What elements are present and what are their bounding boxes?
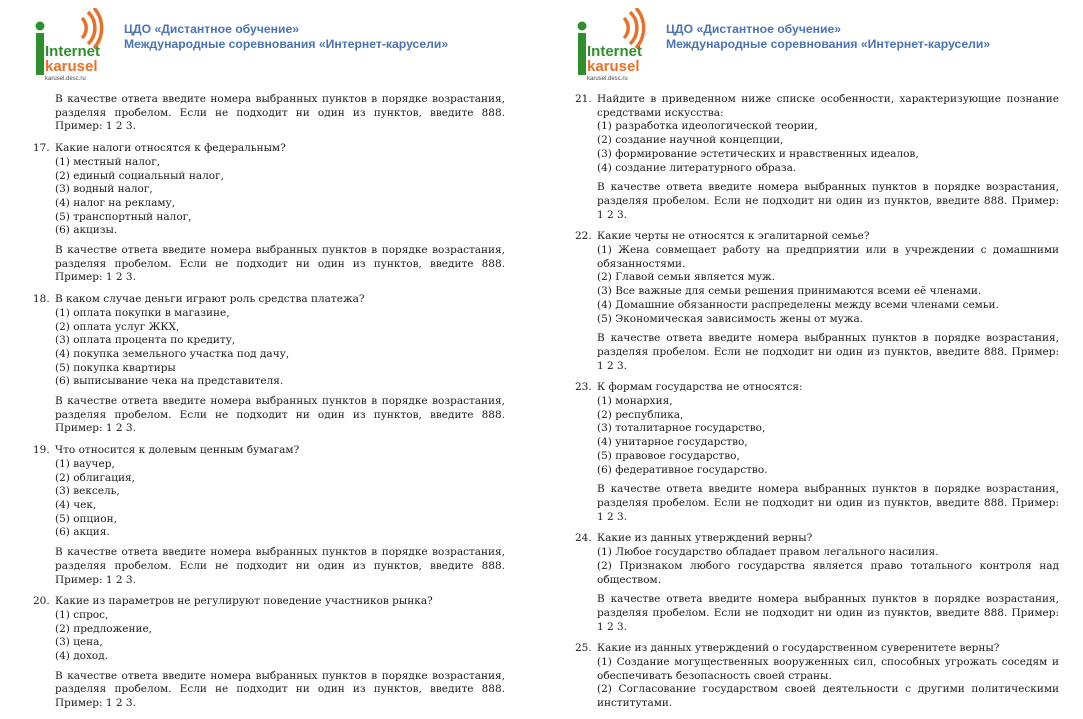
question-item bbox=[33, 595, 505, 711]
org-line-2: Международные соревнования «Интернет-карусели» bbox=[124, 37, 449, 51]
answer-option: (3) вексель, bbox=[55, 485, 120, 498]
answer-instruction: В качестве ответа введите номера выбранных пунктов в порядке возрастания, разделяя пробелом. Если не подходит ни один из пунктов, введите 888. Пример: 1 2 3. bbox=[55, 546, 505, 586]
answer-option: (1) Любое государство обладает правом легального насилия. bbox=[597, 546, 939, 559]
left-question-list bbox=[33, 142, 505, 711]
question-item bbox=[575, 532, 1059, 634]
org-line-1: ЦДО «Дистантное обучение» bbox=[666, 22, 842, 36]
org-line-2: Международные соревнования «Интернет-карусели» bbox=[666, 37, 991, 51]
question-number: 17. bbox=[33, 142, 50, 155]
answer-option: (6) выписывание чека на представителя. bbox=[55, 375, 284, 388]
page-header bbox=[32, 8, 532, 86]
svg-text:Internet: Internet bbox=[45, 43, 101, 60]
question-number: 20. bbox=[33, 595, 50, 608]
svg-text:karusel.desc.ru: karusel.desc.ru bbox=[587, 76, 628, 82]
answer-option: (1) спрос, bbox=[55, 608, 109, 621]
question-number: 21. bbox=[575, 93, 592, 105]
answer-option: (3) тоталитарное государство, bbox=[597, 422, 766, 435]
answer-option: (5) транспортный налог, bbox=[55, 210, 192, 223]
answer-option: (4) чек, bbox=[55, 498, 97, 511]
answer-option: (4) Домашние обязанности распределены между всеми членами семьи. bbox=[597, 298, 999, 311]
answer-option: (1) Жена совмещает работу на предприятии или в учреждении с домашними обязанностями. bbox=[597, 244, 1059, 270]
question-item bbox=[33, 444, 505, 587]
question-number: 25. bbox=[575, 642, 592, 655]
answer-option: (6) федеративное государство. bbox=[597, 463, 768, 476]
answer-option: (4) налог на рекламу, bbox=[55, 196, 176, 209]
question-item bbox=[575, 230, 1059, 373]
question-item bbox=[575, 93, 1059, 222]
answer-option: (2) создание научной концепции, bbox=[597, 134, 784, 147]
answer-instruction: В качестве ответа введите номера выбранных пунктов в порядке возрастания, разделяя пробелом. Если не подходит ни один из пунктов, введите 888. Пример: 1 2 3. bbox=[597, 181, 1059, 221]
answer-option: (2) Согласование государством своей деятельности с другими политическими институтами. bbox=[597, 683, 1059, 710]
answer-option: (6) акция. bbox=[55, 526, 110, 539]
answer-option: (3) Все важные для семьи решения принимаются всеми её членами. bbox=[597, 285, 982, 298]
answer-instruction: В качестве ответа введите номера выбранных пунктов в порядке возрастания, разделяя пробелом. Если не подходит ни один из пунктов, введите 888. Пример: 1 2 3. bbox=[55, 93, 505, 133]
left-page bbox=[0, 0, 541, 710]
question-text: Какие налоги относятся к федеральным? bbox=[55, 142, 286, 155]
svg-text:Internet: Internet bbox=[587, 43, 643, 60]
answer-option: (2) Признаком любого государства является право тотального контроля над обществом. bbox=[597, 559, 1059, 586]
organization-title bbox=[666, 22, 990, 52]
answer-option: (4) создание литературного образа. bbox=[597, 161, 797, 174]
right-question-list bbox=[575, 93, 1059, 634]
answer-option: (4) унитарное государство, bbox=[597, 436, 748, 449]
question-item bbox=[575, 642, 1059, 711]
question-number: 22. bbox=[575, 230, 592, 243]
answer-option: (1) ваучер, bbox=[55, 457, 115, 470]
answer-option: (5) Экономическая зависимость жены от мужа. bbox=[597, 312, 864, 325]
answer-option: (4) покупка земельного участка под дачу, bbox=[55, 347, 290, 360]
answer-option: (4) доход. bbox=[55, 650, 109, 663]
answer-option: (2) предложение, bbox=[55, 622, 153, 635]
question-text: Что относится к долевым ценным бумагам? bbox=[55, 444, 300, 457]
answer-option: (1) монархия, bbox=[597, 395, 673, 408]
answer-option: (2) республика, bbox=[597, 408, 684, 421]
question-text: Какие из данных утверждений верны? bbox=[597, 532, 813, 545]
organization-title bbox=[124, 22, 448, 52]
answer-option: (5) правовое государство, bbox=[597, 449, 740, 462]
answer-option: (1) оплата покупки в магазине, bbox=[55, 306, 230, 319]
left-content bbox=[33, 93, 505, 719]
question-number: 18. bbox=[33, 293, 50, 306]
answer-option: (3) оплата процента по кредиту, bbox=[55, 334, 236, 347]
right-content bbox=[575, 93, 1059, 719]
answer-option: (3) водный налог, bbox=[55, 183, 153, 196]
answer-option: (3) формирование эстетических и нравственных идеалов, bbox=[597, 147, 919, 160]
answer-option: (1) местный налог, bbox=[55, 155, 161, 168]
answer-instruction: В качестве ответа введите номера выбранных пунктов в порядке возрастания, разделяя пробелом. Если не подходит ни один из пунктов, введите 888. Пример: 1 2 3. bbox=[597, 593, 1059, 633]
question-item bbox=[33, 142, 505, 285]
answer-option: (2) единый социальный налог, bbox=[55, 169, 224, 182]
question-text: Какие из параметров не регулируют поведение участников рынка? bbox=[55, 595, 433, 608]
question-text: Какие из данных утверждений о государственном суверенитете верны? bbox=[597, 642, 1000, 655]
question-item bbox=[575, 381, 1059, 524]
answer-option: (3) цена, bbox=[55, 636, 103, 649]
right-page bbox=[542, 0, 1083, 710]
svg-text:karusel: karusel bbox=[587, 58, 640, 75]
question-text: Какие черты не относятся к эгалитарной семье? bbox=[597, 230, 870, 243]
question-number: 23. bbox=[575, 381, 592, 394]
answer-instruction: В качестве ответа введите номера выбранных пунктов в порядке возрастания, разделяя пробелом. Если не подходит ни один из пунктов, введите 888. Пример: 1 2 3. bbox=[597, 483, 1059, 523]
answer-option: (6) акцизы. bbox=[55, 224, 118, 237]
svg-text:karusel: karusel bbox=[45, 58, 98, 75]
answer-option: (2) Главой семьи является муж. bbox=[597, 271, 776, 284]
question-number: 24. bbox=[575, 532, 592, 545]
question-item bbox=[33, 293, 505, 436]
internet-karusel-logo bbox=[32, 8, 116, 86]
question-text: Найдите в приведенном ниже списке особенности, характеризующие познание средствами искусства: bbox=[597, 93, 1059, 119]
internet-karusel-logo bbox=[574, 8, 658, 86]
question-number: 19. bbox=[33, 444, 50, 457]
answer-instruction: В качестве ответа введите номера выбранных пунктов в порядке возрастания, разделяя пробелом. Если не подходит ни один из пунктов, введите 888. Пример: 1 2 3. bbox=[55, 244, 505, 284]
answer-option: (5) опцион, bbox=[55, 512, 117, 525]
answer-option: (1) Создание могущественных вооруженных сил, способных угрожать соседям и обеспечивать безопасность своей страны. bbox=[597, 656, 1059, 682]
page-header bbox=[574, 8, 1074, 86]
answer-instruction: В качестве ответа введите номера выбранных пунктов в порядке возрастания, разделяя пробелом. Если не подходит ни один из пунктов, введите 888. Пример: 1 2 3. bbox=[597, 332, 1059, 372]
question-text: К формам государства не относятся: bbox=[597, 381, 803, 394]
answer-option: (2) облигация, bbox=[55, 471, 135, 484]
answer-option: (1) разработка идеологической теории, bbox=[597, 120, 818, 133]
org-line-1: ЦДО «Дистантное обучение» bbox=[124, 22, 300, 36]
answer-option: (2) оплата услуг ЖКХ, bbox=[55, 320, 180, 333]
answer-instruction: В качестве ответа введите номера выбранных пунктов в порядке возрастания, разделяя пробелом. Если не подходит ни один из пунктов, введите 888. Пример: 1 2 3. bbox=[55, 395, 505, 435]
answer-option: (5) покупка квартиры bbox=[55, 361, 176, 374]
question-text: В каком случае деньги играют роль средства платежа? bbox=[55, 293, 365, 306]
svg-text:karusel.desc.ru: karusel.desc.ru bbox=[45, 76, 86, 82]
answer-instruction: В качестве ответа введите номера выбранных пунктов в порядке возрастания, разделяя пробелом. Если не подходит ни один из пунктов, введите 888. Пример: 1 2 3. bbox=[55, 669, 505, 710]
